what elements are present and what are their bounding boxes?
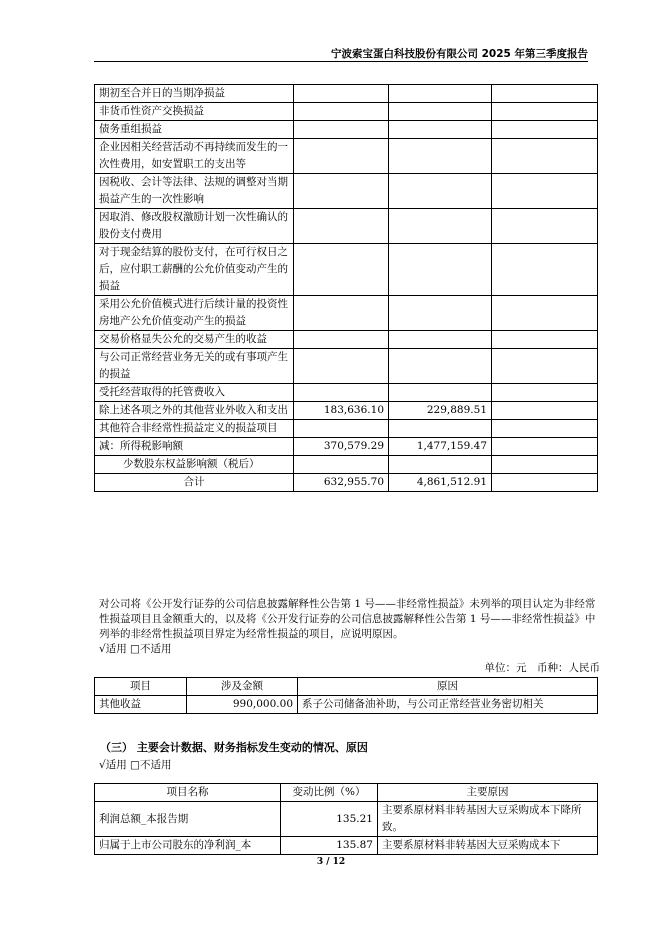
item-label: 少数股东权益影响额（税后）	[95, 456, 294, 474]
value-cell	[389, 209, 492, 244]
value-cell	[294, 349, 389, 384]
value-cell	[294, 139, 389, 174]
note-cell	[492, 349, 598, 384]
item-label: 交易价格显失公允的交易产生的收益	[95, 331, 294, 349]
item-cell: 归属于上市公司股东的净利润_本	[95, 837, 281, 855]
table-row	[95, 438, 598, 456]
applicable-checkbox-2: √适用 □不适用	[99, 759, 172, 771]
note-cell	[492, 331, 598, 349]
table-header-row	[95, 678, 598, 696]
table-row	[95, 802, 598, 837]
report-header-title: 宁波索宝蛋白科技股份有限公司 2025 年第三季度报告	[330, 48, 588, 60]
note-cell	[492, 244, 598, 296]
nonrecurring-items-table	[94, 84, 598, 492]
value-cell	[294, 85, 389, 103]
value-cell	[389, 174, 492, 209]
value-cell	[389, 384, 492, 402]
column-header: 项目名称	[95, 784, 281, 802]
value-cell	[294, 456, 389, 474]
note-cell	[492, 121, 598, 139]
value-cell: 229,889.51	[389, 402, 492, 420]
item-label: 对于现金结算的股份支付，在可行权日之后，应付职工薪酬的公允价值变动产生的损益	[95, 244, 294, 296]
item-label: 与公司正常经营业务无关的或有事项产生的损益	[95, 349, 294, 384]
item-label: 减：所得税影响额	[95, 438, 294, 456]
header-divider	[94, 61, 588, 62]
table-total-row	[95, 474, 598, 492]
table-row	[95, 139, 598, 174]
table-row	[95, 296, 598, 331]
reason-cell: 主要系原材料非转基因大豆采购成本下	[378, 837, 598, 855]
note-cell	[492, 85, 598, 103]
table-row	[95, 85, 598, 103]
reason-cell: 主要系原材料非转基因大豆采购成本下降所致。	[378, 802, 598, 837]
item-label: 受托经营取得的托管费收入	[95, 384, 294, 402]
note-cell	[492, 474, 598, 492]
note-cell	[492, 209, 598, 244]
column-header: 项目	[95, 678, 187, 696]
note-cell	[492, 384, 598, 402]
value-cell	[389, 331, 492, 349]
table-row	[95, 331, 598, 349]
value-cell	[294, 244, 389, 296]
amount-cell: 990,000.00	[187, 696, 298, 714]
table-row	[95, 244, 598, 296]
note-cell	[492, 139, 598, 174]
disclosure-note: 对公司将《公开发行证券的公司信息披露解释性公告第 1 号——非经常性损益》未列举的项目认定为非经常性损益项目且金额重大的，以及将《公开发行证券的公司信息披露解释性公告第 1 号——非经常性损益》中列举的非经常性损益项目界定为经常性损益的项目，应说明原因。	[99, 598, 596, 640]
value-cell	[294, 103, 389, 121]
value-cell	[389, 121, 492, 139]
note-cell	[492, 402, 598, 420]
table-row	[95, 174, 598, 209]
item-label: 非货币性资产交换损益	[95, 103, 294, 121]
value-cell: 183,636.10	[294, 402, 389, 420]
value-cell: 4,861,512.91	[389, 474, 492, 492]
table-row	[95, 209, 598, 244]
note-cell	[492, 438, 598, 456]
other-income-table	[94, 677, 598, 714]
column-header: 原因	[298, 678, 598, 696]
value-cell	[389, 420, 492, 438]
value-cell	[294, 384, 389, 402]
item-label: 期初至合并日的当期净损益	[95, 85, 294, 103]
page-number: 3 / 12	[316, 857, 346, 867]
column-header: 主要原因	[378, 784, 598, 802]
value-cell	[389, 349, 492, 384]
ratio-cell: 135.21	[281, 802, 378, 837]
value-cell: 632,955.70	[294, 474, 389, 492]
item-label: 因取消、修改股权激励计划一次性确认的股份支付费用	[95, 209, 294, 244]
column-header: 涉及金额	[187, 678, 298, 696]
item-label: 采用公允价值模式进行后续计量的投资性房地产公允价值变动产生的损益	[95, 296, 294, 331]
table-row	[95, 384, 598, 402]
reason-cell: 系子公司储备油补助，与公司正常经营业务密切相关	[298, 696, 598, 714]
value-cell	[389, 456, 492, 474]
note-cell	[492, 456, 598, 474]
table-row	[95, 696, 598, 714]
table-row	[95, 121, 598, 139]
value-cell: 1,477,159.47	[389, 438, 492, 456]
item-cell: 其他收益	[95, 696, 187, 714]
total-label: 合计	[95, 474, 294, 492]
value-cell: 370,579.29	[294, 438, 389, 456]
value-cell	[389, 85, 492, 103]
note-cell	[492, 420, 598, 438]
financial-indicator-change-table	[94, 783, 598, 855]
item-label: 债务重组损益	[95, 121, 294, 139]
ratio-cell: 135.87	[281, 837, 378, 855]
table-row	[95, 349, 598, 384]
table-row	[95, 420, 598, 438]
value-cell	[294, 174, 389, 209]
value-cell	[294, 420, 389, 438]
table-header-row	[95, 784, 598, 802]
currency-unit: 单位：元 币种：人民币	[484, 662, 600, 674]
item-label: 除上述各项之外的其他营业外收入和支出	[95, 402, 294, 420]
column-header: 变动比例（%）	[281, 784, 378, 802]
value-cell	[389, 103, 492, 121]
note-cell	[492, 174, 598, 209]
table-row	[95, 456, 598, 474]
applicable-checkbox-1: √适用 □不适用	[99, 643, 172, 655]
table-row	[95, 837, 598, 855]
value-cell	[294, 121, 389, 139]
note-cell	[492, 103, 598, 121]
value-cell	[389, 139, 492, 174]
value-cell	[389, 244, 492, 296]
section-heading: （三） 主要会计数据、财务指标发生变动的情况、原因	[100, 741, 368, 754]
value-cell	[294, 296, 389, 331]
note-cell	[492, 296, 598, 331]
item-label: 企业因相关经营活动不再持续而发生的一次性费用，如安置职工的支出等	[95, 139, 294, 174]
item-cell: 利润总额_本报告期	[95, 802, 281, 837]
item-label: 因税收、会计等法律、法规的调整对当期损益产生的一次性影响	[95, 174, 294, 209]
value-cell	[294, 331, 389, 349]
table-row	[95, 103, 598, 121]
value-cell	[389, 296, 492, 331]
table-row	[95, 402, 598, 420]
item-label: 其他符合非经常性损益定义的损益项目	[95, 420, 294, 438]
value-cell	[294, 209, 389, 244]
